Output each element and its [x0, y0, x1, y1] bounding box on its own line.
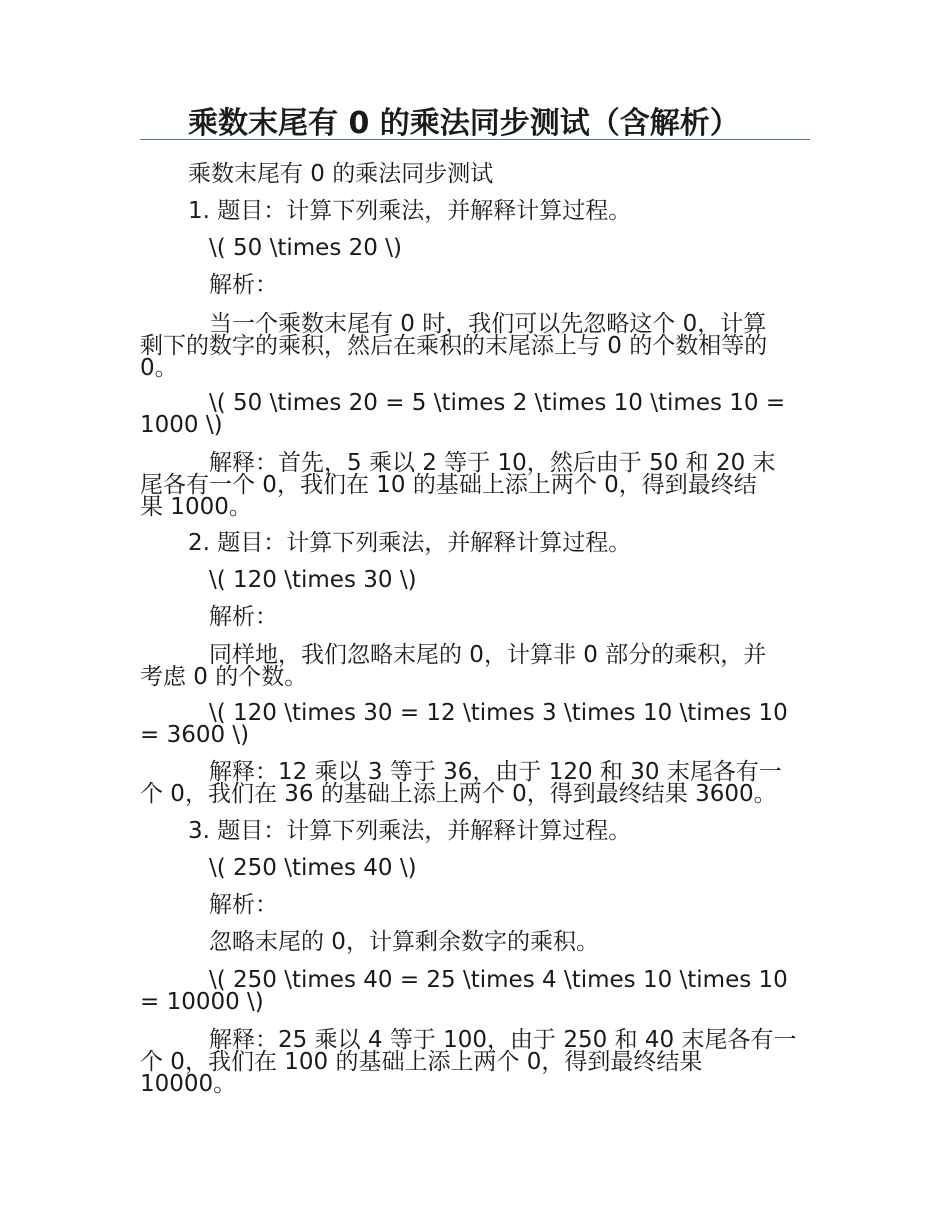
paragraph-line: 果 1000。: [140, 494, 252, 520]
paragraph-line: 剩下的数字的乘积，然后在乘积的末尾添上与 0 的个数相等的: [140, 333, 768, 359]
question-2-equation: [140, 702, 812, 746]
document-subtitle: 乘数末尾有 0 的乘法同步测试: [188, 161, 494, 187]
page-title: 乘数末尾有 0 的乘法同步测试（含解析）: [188, 106, 740, 141]
paragraph-line: 同样地，我们忽略末尾的 0，计算非 0 部分的乘积，并: [209, 642, 767, 668]
question-1-expression: \( 50 \times 20 \): [209, 235, 402, 261]
paragraph-line: \( 50 \times 20 = 5 \times 2 \times 10 \times 10 =: [209, 390, 786, 416]
question-3-equation: [140, 969, 812, 1013]
question-3-expression: \( 250 \times 40 \): [209, 855, 417, 881]
question-3-explanation: [140, 1029, 812, 1095]
question-2-expression: \( 120 \times 30 \): [209, 567, 417, 593]
paragraph-line: 10000。: [140, 1071, 237, 1097]
title-underline: [140, 139, 810, 140]
paragraph-line: 尾各有一个 0，我们在 10 的基础上添上两个 0，得到最终结: [140, 472, 757, 498]
paragraph-line: 个 0，我们在 36 的基础上添上两个 0，得到最终结果 3600。: [140, 781, 777, 807]
question-3-heading: 3. 题目：计算下列乘法，并解释计算过程。: [188, 818, 632, 844]
paragraph-line: \( 120 \times 30 = 12 \times 3 \times 10 \times 10: [209, 700, 788, 726]
question-1-equation: [140, 392, 812, 436]
question-1-analysis-paragraph: [140, 313, 812, 379]
paragraph-line: 1000 \): [140, 412, 223, 438]
question-1-analysis-label: 解析：: [209, 272, 278, 298]
question-2-analysis-label: 解析：: [209, 604, 278, 630]
paragraph-line: 解释：12 乘以 3 等于 36，由于 120 和 30 末尾各有一: [209, 759, 782, 785]
paragraph-line: 解释：首先，5 乘以 2 等于 10，然后由于 50 和 20 末: [209, 450, 776, 476]
question-1-heading: 1. 题目：计算下列乘法，并解释计算过程。: [188, 198, 632, 224]
question-3-analysis-paragraph: 忽略末尾的 0，计算剩余数字的乘积。: [209, 929, 599, 955]
paragraph-line: \( 250 \times 40 = 25 \times 4 \times 10 \times 10: [209, 967, 788, 993]
question-3-analysis-label: 解析：: [209, 892, 278, 918]
question-2-explanation: [140, 761, 812, 805]
question-2-heading: 2. 题目：计算下列乘法，并解释计算过程。: [188, 530, 632, 556]
paragraph-line: 个 0，我们在 100 的基础上添上两个 0，得到最终结果: [140, 1049, 703, 1075]
question-2-analysis-paragraph: [140, 644, 812, 688]
paragraph-line: 当一个乘数末尾有 0 时，我们可以先忽略这个 0，计算: [209, 311, 767, 337]
paragraph-line: 考虑 0 的个数。: [140, 664, 308, 690]
paragraph-line: 0。: [140, 355, 178, 381]
paragraph-line: = 3600 \): [140, 722, 250, 748]
paragraph-line: = 10000 \): [140, 989, 264, 1015]
paragraph-line: 解释：25 乘以 4 等于 100，由于 250 和 40 末尾各有一: [209, 1027, 797, 1053]
question-1-explanation: [140, 452, 812, 518]
